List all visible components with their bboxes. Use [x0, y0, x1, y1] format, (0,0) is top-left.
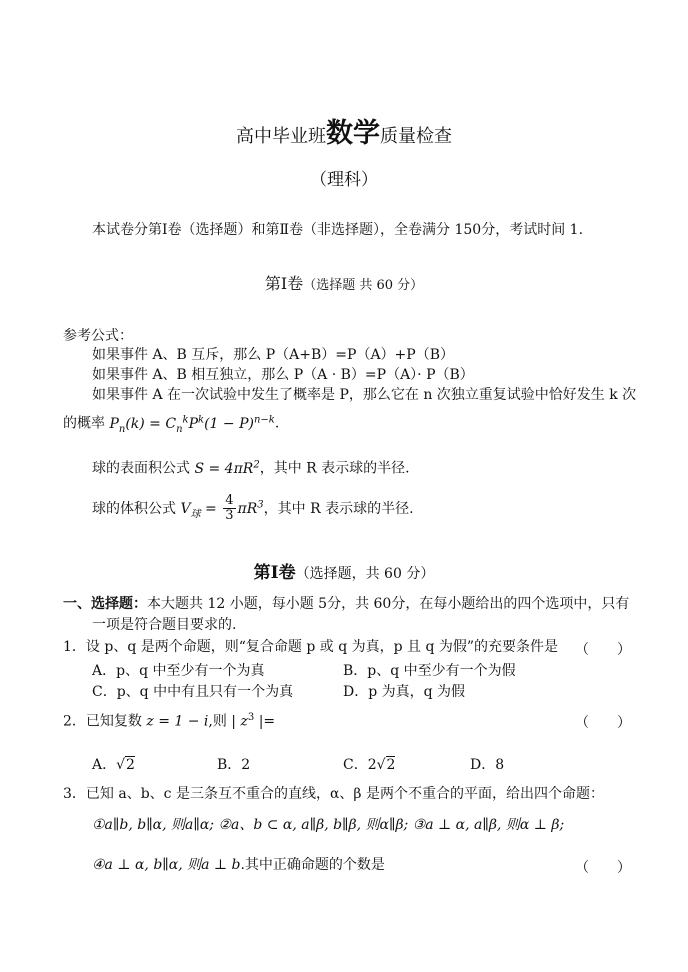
question-3-stem: 3．已知 a、b、c 是三条互不重合的直线，α、β 是两个不重合的平面，给出四个命题：	[63, 786, 604, 802]
question-2-option-a: A．√2	[92, 757, 135, 773]
sphere-surface-formula: $S = 4\pi R^2$	[194, 459, 260, 477]
formula-binomial-line2: 的概率 $P_n(k) = C_n^kP^k(1 - P)^{n-k}$.	[63, 414, 280, 435]
question-1-answer-blank: （ ）	[575, 642, 631, 658]
formula-sphere-volume: 球的体积公式 $V_球$ = $\frac{4}{3}$ $\pi R^3$，其中 R 表示球的半径.	[92, 493, 414, 524]
question-2-option-c: C．2√2	[343, 757, 396, 773]
question-2-answer-blank: （ ）	[575, 715, 631, 731]
sphere-volume-formula: $V_球$ = $\frac{4}{3}$ $\pi R^3$	[180, 493, 264, 524]
question-2-option-d: D．8	[470, 757, 505, 773]
section-instructions: 一、选择题：本大题共 12 小题，每小题 5分，共 60分，在每小题给出的四个选项中，只有	[63, 596, 630, 612]
question-1-option-b: B．p、q 中至少有一个为假	[343, 663, 516, 679]
question-3-propositions-line2: ④a ⊥ α, b∥α, 则a ⊥ b.其中正确命题的个数是	[92, 857, 385, 873]
volume-1-heading-repeat: 第Ⅰ卷（选择题，共 60 分）	[253, 563, 435, 583]
formula-mutually-exclusive: 如果事件 A、B 互斥，那么 P（A+B）=P（A）+P（B）	[92, 347, 454, 363]
volume-1-heading: 第Ⅰ卷（选择题 共 60 分）	[264, 274, 424, 293]
title-emphasis: 数学	[326, 118, 380, 149]
question-1-option-a: A．p、q 中至少有一个为真	[92, 663, 265, 679]
question-1-option-d: D．p 为真，q 为假	[343, 684, 466, 700]
page-subtitle: （理科）	[310, 170, 378, 190]
intro-text: 本试卷分第Ⅰ卷（选择题）和第Ⅱ卷（非选择题），全卷满分 150分，考试时间 1.	[92, 222, 584, 238]
formula-binomial-line1: 如果事件 A 在一次试验中发生了概率是 P，那么它在 n 次独立重复试验中恰好发生 k 次	[92, 387, 637, 403]
question-1-stem: 1．设 p、q 是两个命题，则“复合命题 p 或 q 为真，p 且 q 为假”的充要条件是	[63, 639, 559, 655]
formula-sphere-surface: 球的表面积公式 $S = 4\pi R^2$，其中 R 表示球的半径.	[92, 459, 410, 477]
question-1-option-c: C．p、q 中中有且只有一个为真	[92, 684, 294, 700]
page-title: 高中毕业班数学质量检查	[236, 118, 452, 149]
reference-heading: 参考公式：	[63, 328, 133, 344]
binomial-formula: $P_n(k) = C_n^kP^k(1 - P)^{n-k}$	[109, 414, 275, 435]
question-2-stem: 2．已知复数 z = 1 − i,则 | $z^3$ |=	[63, 712, 276, 730]
question-2-formula: z = 1 − i	[146, 713, 209, 730]
question-3-answer-blank: （ ）	[575, 860, 631, 876]
question-3-propositions-line1: ①a∥b, b∥α, 则a∥α; ②a、b ⊂ α, a∥β, b∥β, 则α∥β; ③a ⊥ α, a∥β, 则α ⊥ β;	[92, 817, 565, 833]
formula-independent: 如果事件 A、B 相互独立，那么 P（A · B）=P（A）· P（B）	[92, 367, 474, 383]
question-2-option-b: B．2	[217, 757, 251, 773]
section-instructions-line2: 一项是符合题目要求的.	[92, 617, 237, 633]
